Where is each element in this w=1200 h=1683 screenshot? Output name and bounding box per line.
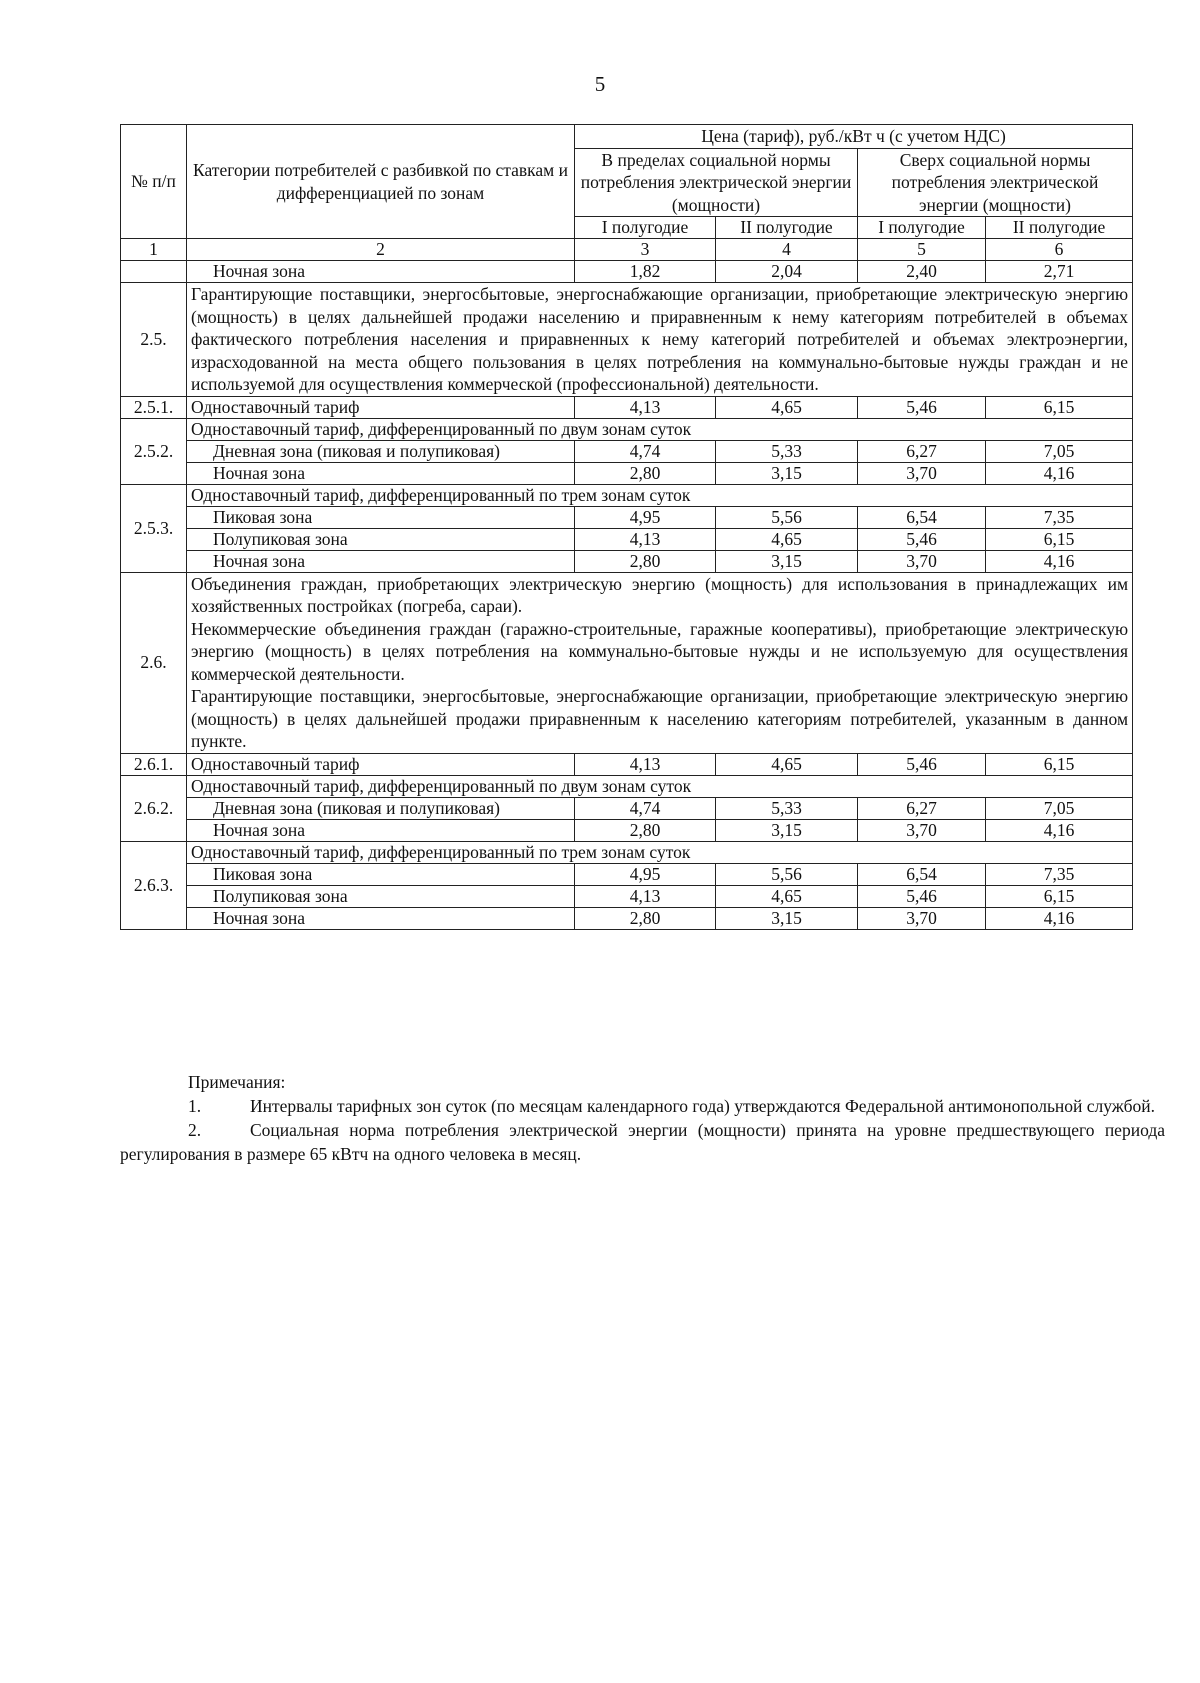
row-group-title: Одноставочный тариф, дифференцированный по двум зонам суток — [187, 775, 1133, 797]
value-cell: 4,65 — [716, 885, 858, 907]
value-cell: 5,33 — [716, 440, 858, 462]
value-cell: 4,95 — [575, 506, 716, 528]
table-row — [121, 885, 1133, 907]
value-cell: 3,15 — [716, 907, 858, 929]
col-number: 1 — [121, 239, 187, 261]
value-cell: 3,70 — [858, 907, 986, 929]
note-text: Интервалы тарифных зон суток (по месяцам календарного года) утверждаются Федеральной антимонопольной службой. — [250, 1096, 1156, 1116]
value-cell: 4,74 — [575, 440, 716, 462]
header-half-2: II полугодие — [986, 217, 1133, 239]
note-number: 1. — [188, 1096, 202, 1116]
value-cell: 4,13 — [575, 396, 716, 418]
section-description — [187, 572, 1133, 753]
header-above-norm: Сверх социальной нормы потребления электрической энергии (мощности) — [858, 148, 1133, 217]
table-row — [121, 907, 1133, 929]
row-group-title: Одноставочный тариф, дифференцированный по трем зонам суток — [187, 841, 1133, 863]
table-row — [121, 753, 1133, 775]
header-half-1: I полугодие — [858, 217, 986, 239]
table-row — [121, 440, 1133, 462]
value-cell: 5,46 — [858, 396, 986, 418]
section-row — [121, 572, 1133, 753]
row-label: Полупиковая зона — [187, 528, 575, 550]
value-cell: 5,46 — [858, 753, 986, 775]
value-cell: 7,05 — [986, 440, 1133, 462]
row-label: Дневная зона (пиковая и полупиковая) — [187, 797, 575, 819]
table-row — [121, 775, 1133, 797]
row-number: 2.6. — [121, 572, 187, 753]
col-number: 4 — [716, 239, 858, 261]
table-row — [121, 819, 1133, 841]
row-label: Ночная зона — [187, 462, 575, 484]
value-cell: 7,35 — [986, 863, 1133, 885]
value-cell: 7,05 — [986, 797, 1133, 819]
value-cell: 2,80 — [575, 907, 716, 929]
value-cell: 6,27 — [858, 797, 986, 819]
row-number: 2.5. — [121, 283, 187, 397]
row-label: Одноставочный тариф — [187, 396, 575, 418]
row-label: Пиковая зона — [187, 506, 575, 528]
row-label: Ночная зона — [187, 550, 575, 572]
value-cell: 6,54 — [858, 506, 986, 528]
header-half-1: I полугодие — [575, 217, 716, 239]
page-number: 5 — [594, 72, 606, 96]
value-cell: 4,74 — [575, 797, 716, 819]
row-label: Полупиковая зона — [187, 885, 575, 907]
value-cell: 4,16 — [986, 819, 1133, 841]
row-number: 2.6.2. — [121, 775, 187, 841]
value-cell: 3,15 — [716, 462, 858, 484]
value-cell: 4,16 — [986, 462, 1133, 484]
row-label: Дневная зона (пиковая и полупиковая) — [187, 440, 575, 462]
header-within-norm: В пределах социальной нормы потребления электрической энергии (мощности) — [575, 148, 858, 217]
value-cell: 3,70 — [858, 462, 986, 484]
section-paragraph: Гарантирующие поставщики, энергосбытовые, энергоснабжающие организации, приобретающие электрическую энергию (мощность) в целях дальнейшей продажи приравненным к населению категориям потребителей, указанным в данном пункте. — [191, 686, 1129, 751]
value-cell: 4,16 — [986, 907, 1133, 929]
row-group-title: Одноставочный тариф, дифференцированный по трем зонам суток — [187, 484, 1133, 506]
value-cell: 6,15 — [986, 753, 1133, 775]
value-cell: 2,04 — [716, 261, 858, 283]
table-row — [121, 797, 1133, 819]
header-num: № п/п — [121, 125, 187, 239]
row-label: Ночная зона — [187, 261, 575, 283]
value-cell: 4,16 — [986, 550, 1133, 572]
row-label: Ночная зона — [187, 907, 575, 929]
section-paragraph: Объединения граждан, приобретающих электрическую энергию (мощность) для использования в принадлежащих им хозяйственных постройках (погреба, сараи). — [191, 573, 1129, 616]
value-cell: 3,15 — [716, 550, 858, 572]
value-cell: 4,13 — [575, 885, 716, 907]
value-cell: 4,65 — [716, 528, 858, 550]
value-cell: 6,27 — [858, 440, 986, 462]
value-cell: 2,80 — [575, 819, 716, 841]
col-number: 2 — [187, 239, 575, 261]
value-cell: 6,15 — [986, 528, 1133, 550]
value-cell: 3,15 — [716, 819, 858, 841]
value-cell: 6,15 — [986, 396, 1133, 418]
value-cell: 5,46 — [858, 885, 986, 907]
row-number: 2.5.3. — [121, 484, 187, 572]
header-price: Цена (тариф), руб./кВт ч (с учетом НДС) — [575, 125, 1133, 149]
value-cell: 2,71 — [986, 261, 1133, 283]
section-paragraph: Некоммерческие объединения граждан (гаражно-строительные, гаражные кооперативы), приобретающие электрическую энергию (мощность) в целях потребления на коммунально-бытовые нужды и не используемую для осуществления коммерческой деятельности. — [191, 618, 1129, 684]
table-row — [121, 506, 1133, 528]
col-number: 6 — [986, 239, 1133, 261]
table-row — [121, 528, 1133, 550]
table-row — [121, 462, 1133, 484]
notes — [120, 1070, 1165, 1166]
row-group-title: Одноставочный тариф, дифференцированный по двум зонам суток — [187, 418, 1133, 440]
header-category: Категории потребителей с разбивкой по ставкам и дифференциацией по зонам — [187, 125, 575, 239]
value-cell: 5,46 — [858, 528, 986, 550]
note-item — [120, 1118, 1165, 1166]
col-number: 5 — [858, 239, 986, 261]
column-number-row — [121, 239, 1133, 261]
value-cell: 4,95 — [575, 863, 716, 885]
value-cell: 6,15 — [986, 885, 1133, 907]
col-number: 3 — [575, 239, 716, 261]
notes-title: Примечания: — [188, 1072, 286, 1092]
value-cell: 4,65 — [716, 396, 858, 418]
row-label: Одноставочный тариф — [187, 753, 575, 775]
table-row — [121, 550, 1133, 572]
value-cell: 1,82 — [575, 261, 716, 283]
table-row — [121, 261, 1133, 283]
table-row — [121, 863, 1133, 885]
table-row — [121, 841, 1133, 863]
value-cell: 3,70 — [858, 819, 986, 841]
value-cell: 6,54 — [858, 863, 986, 885]
tariff-table — [120, 124, 1133, 930]
row-number: 2.6.3. — [121, 841, 187, 929]
value-cell: 7,35 — [986, 506, 1133, 528]
note-item — [120, 1094, 1165, 1118]
row-number: 2.5.2. — [121, 418, 187, 484]
value-cell: 5,33 — [716, 797, 858, 819]
table-row — [121, 418, 1133, 440]
row-number: 2.6.1. — [121, 753, 187, 775]
value-cell: 4,13 — [575, 528, 716, 550]
row-number: 2.5.1. — [121, 396, 187, 418]
table-header-row — [121, 125, 1133, 149]
note-number: 2. — [188, 1120, 202, 1140]
table-row — [121, 484, 1133, 506]
value-cell: 4,65 — [716, 753, 858, 775]
value-cell: 5,56 — [716, 863, 858, 885]
section-description: Гарантирующие поставщики, энергосбытовые, энергоснабжающие организации, приобретающие электрическую энергию (мощность) в целях дальнейшей продажи населению и приравненным к нему категориям потребителей в объемах фактического потребления населения и приравненных к нему категорий потребителей и объемах электроэнергии, израсходованной на места общего пользования в целях потребления на коммунально-бытовые нужды граждан и не используемой для осуществления коммерческой (профессиональной) деятельности. — [187, 283, 1133, 397]
table-row — [121, 396, 1133, 418]
value-cell: 4,13 — [575, 753, 716, 775]
header-half-2: II полугодие — [716, 217, 858, 239]
note-text: Социальная норма потребления электрической энергии (мощности) принята на уровне предшествующего периода регулирования в размере 65 кВтч на одного человека в месяц. — [120, 1120, 1165, 1164]
row-label: Пиковая зона — [187, 863, 575, 885]
section-row — [121, 283, 1133, 397]
value-cell: 2,80 — [575, 462, 716, 484]
value-cell: 3,70 — [858, 550, 986, 572]
row-label: Ночная зона — [187, 819, 575, 841]
value-cell: 2,80 — [575, 550, 716, 572]
value-cell: 5,56 — [716, 506, 858, 528]
value-cell: 2,40 — [858, 261, 986, 283]
